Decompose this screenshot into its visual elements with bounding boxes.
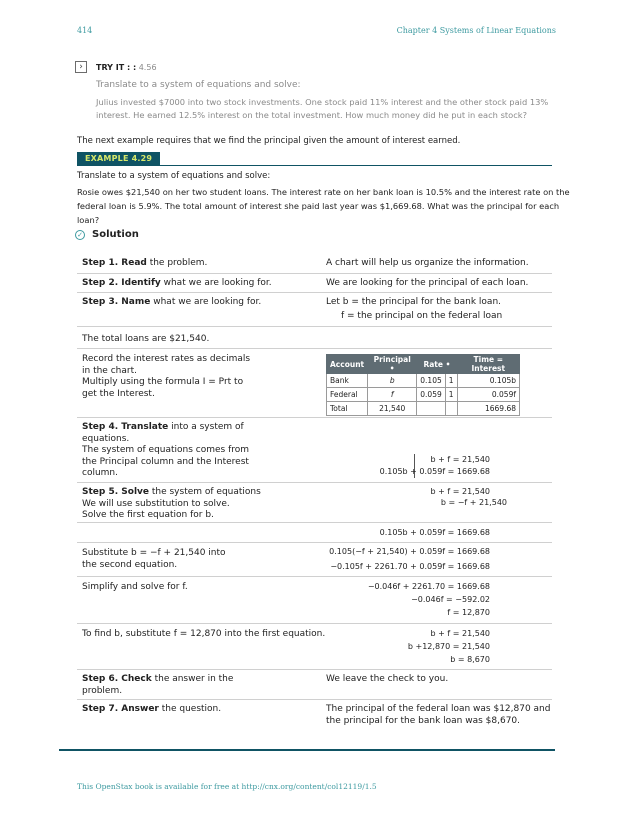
row-divider xyxy=(77,417,552,418)
example-divider xyxy=(77,165,552,166)
step3-bold: Step 3. Name xyxy=(82,297,151,307)
chart-header-time-interest: Time = Interest xyxy=(457,355,519,374)
find-b-text: To find b, substitute f = 12,870 into the first equation. xyxy=(82,629,326,639)
simplify-eq2: −0.046f = −592.02 xyxy=(411,595,490,604)
row-divider xyxy=(77,522,552,523)
record-line2: in the chart. xyxy=(82,365,137,376)
step2-text xyxy=(82,278,272,288)
chart-cell: 0.059 xyxy=(417,388,445,402)
row-divider xyxy=(77,292,552,293)
step6-text xyxy=(82,674,233,697)
example-instruction: Translate to a system of equations and solve: xyxy=(77,171,271,181)
step4-text xyxy=(82,422,249,480)
footer-divider xyxy=(59,749,555,751)
substitute-eq1: 0.105(−f + 21,540) + 0.059f = 1669.68 xyxy=(329,547,490,556)
substitute-line1: Substitute b = −f + 21,540 into xyxy=(82,548,226,558)
step3-right2: f = the principal on the federal loan xyxy=(341,311,503,321)
step5-bold: Step 5. Solve xyxy=(82,487,149,497)
step4-line5: column. xyxy=(82,468,118,478)
chart-row-total xyxy=(327,402,520,416)
try-it-problem-line2: interest. He earned 12.5% interest on the total investment. How much money did he put in each stock? xyxy=(96,110,527,120)
simplify-eq3: f = 12,870 xyxy=(447,608,490,617)
chart-cell: f xyxy=(368,388,417,402)
step4-line3: The system of equations comes from xyxy=(82,445,250,455)
step1-rest: the problem. xyxy=(146,258,208,268)
chart-header-row xyxy=(327,355,520,374)
chart-header-account: Account xyxy=(327,355,368,374)
step1-text xyxy=(82,258,207,268)
step7-right2: the principal for the bank loan was $8,670. xyxy=(326,715,521,726)
chart-header-rate xyxy=(417,355,457,374)
chart-cell: 1669.68 xyxy=(457,402,519,416)
step3-text xyxy=(82,297,261,307)
step7-text xyxy=(82,704,221,714)
example-problem-line3: loan? xyxy=(77,215,100,225)
record-text xyxy=(82,354,250,400)
step5-line3: Solve the first equation for b. xyxy=(82,510,214,520)
step5-eq3: 0.105b + 0.059f = 1669.68 xyxy=(379,528,490,537)
chevron-right-icon[interactable]: › xyxy=(75,61,87,73)
step4-eq2: 0.105b + 0.059f = 1669.68 xyxy=(379,467,490,476)
try-it-number: 4.56 xyxy=(138,63,157,72)
chart-cell xyxy=(445,402,457,416)
record-line4: get the Interest. xyxy=(82,388,155,399)
step5-eq1: b + f = 21,540 xyxy=(430,487,490,496)
chart-cell: b xyxy=(368,374,417,388)
example-problem-line2: federal loan is 5.9%. The total amount of interest she paid last year was $1,669.68. What was the principal for each xyxy=(77,201,560,211)
chart-cell xyxy=(417,402,445,416)
try-it-problem-line1: Julius invested $7000 into two stock investments. One stock paid 11% interest and the other stock paid 13% xyxy=(96,97,549,107)
row-divider xyxy=(77,623,552,624)
step7-rest: the question. xyxy=(158,704,222,714)
find-b-eq1: b + f = 21,540 xyxy=(430,629,490,638)
total-loans-text: The total loans are $21,540. xyxy=(82,334,210,344)
step6-right: We leave the check to you. xyxy=(326,674,449,684)
step5-text xyxy=(82,487,261,522)
step1-right: A chart will help us organize the information. xyxy=(326,258,529,268)
try-it-instruction: Translate to a system of equations and solve: xyxy=(96,80,301,90)
row-divider xyxy=(77,669,552,670)
row-divider xyxy=(77,273,552,274)
step3-rest: what we are looking for. xyxy=(150,297,262,307)
row-divider xyxy=(77,482,552,483)
chart-header-rate-label: Rate xyxy=(423,359,443,369)
step4-line2: equations. xyxy=(82,433,130,444)
row-divider xyxy=(77,699,552,700)
chart-cell: 21,540 xyxy=(368,402,417,416)
step3-right1: Let b = the principal for the bank loan. xyxy=(326,297,502,307)
example-label: EXAMPLE 4.29 xyxy=(77,152,160,166)
find-b-eq2: b +12,870 = 21,540 xyxy=(407,642,490,651)
step7-right xyxy=(326,704,550,727)
chart-cell: 1 xyxy=(445,388,457,402)
row-divider xyxy=(77,542,552,543)
step4-bold: Step 4. Translate xyxy=(82,422,169,432)
step6-bold: Step 6. Check xyxy=(82,674,152,684)
substitute-text xyxy=(82,548,226,571)
step5-eq2: b = −f + 21,540 xyxy=(440,498,507,507)
find-b-eq3: b = 8,670 xyxy=(450,655,490,664)
step6-line2: problem. xyxy=(82,685,123,696)
footer-text: This OpenStax book is available for free at http://cnx.org/content/col12119/1.5 xyxy=(77,782,377,791)
row-divider xyxy=(77,348,552,349)
chart-cell: Total xyxy=(327,402,368,416)
record-line3: Multiply using the formula I = Prt to xyxy=(82,377,244,387)
chart-cell: 0.059f xyxy=(457,388,519,402)
try-it-label: TRY IT : : xyxy=(96,63,137,72)
page-number: 414 xyxy=(77,26,93,35)
step2-bold: Step 2. Identify xyxy=(82,278,161,288)
step6-rest: the answer in the xyxy=(151,674,234,684)
chart-cell: 0.105b xyxy=(457,374,519,388)
substitute-eq2: −0.105f + 2261.70 + 0.059f = 1669.68 xyxy=(330,562,490,571)
record-line1: Record the interest rates as decimals xyxy=(82,354,251,364)
step1-bold: Step 1. Read xyxy=(82,258,147,268)
interest-chart xyxy=(326,354,520,416)
substitute-line2: the second equation. xyxy=(82,559,178,570)
row-divider xyxy=(77,576,552,577)
simplify-eq1: −0.046f + 2261.70 = 1669.68 xyxy=(367,582,490,591)
step5-rest: the system of equations xyxy=(149,487,261,497)
chart-row-federal xyxy=(327,388,520,402)
chart-header-dot: • xyxy=(389,364,395,373)
chart-cell: Federal xyxy=(327,388,368,402)
try-it-heading xyxy=(96,63,157,72)
checkmark-icon: ✓ xyxy=(75,230,85,240)
step7-bold: Step 7. Answer xyxy=(82,704,159,714)
chart-cell: 0.105 xyxy=(417,374,445,388)
step5-line2: We will use substitution to solve. xyxy=(82,498,230,509)
chart-header-principal xyxy=(368,355,417,374)
simplify-text: Simplify and solve for f. xyxy=(82,582,188,592)
chart-cell: Bank xyxy=(327,374,368,388)
step2-right: We are looking for the principal of each loan. xyxy=(326,278,529,288)
chart-cell: 1 xyxy=(445,374,457,388)
step7-right1: The principal of the federal loan was $12,870 and xyxy=(326,704,551,714)
example-problem-line1: Rosie owes $21,540 on her two student loans. The interest rate on her bank loan is 10.5% and the interest rate on the xyxy=(77,187,570,197)
chart-header-dot: • xyxy=(445,359,451,369)
chart-header-principal-label: Principal xyxy=(373,355,411,364)
row-divider xyxy=(77,326,552,327)
step4-rest: into a system of xyxy=(168,422,244,432)
solution-title: Solution xyxy=(92,229,139,240)
intro-text: The next example requires that we find the principal given the amount of interest earned. xyxy=(77,136,461,146)
step2-rest: what we are looking for. xyxy=(160,278,272,288)
step4-line4: the Principal column and the Interest xyxy=(82,456,249,467)
step4-eq1: b + f = 21,540 xyxy=(430,455,490,464)
chart-row-bank xyxy=(327,374,520,388)
chapter-title: Chapter 4 Systems of Linear Equations xyxy=(396,26,556,35)
